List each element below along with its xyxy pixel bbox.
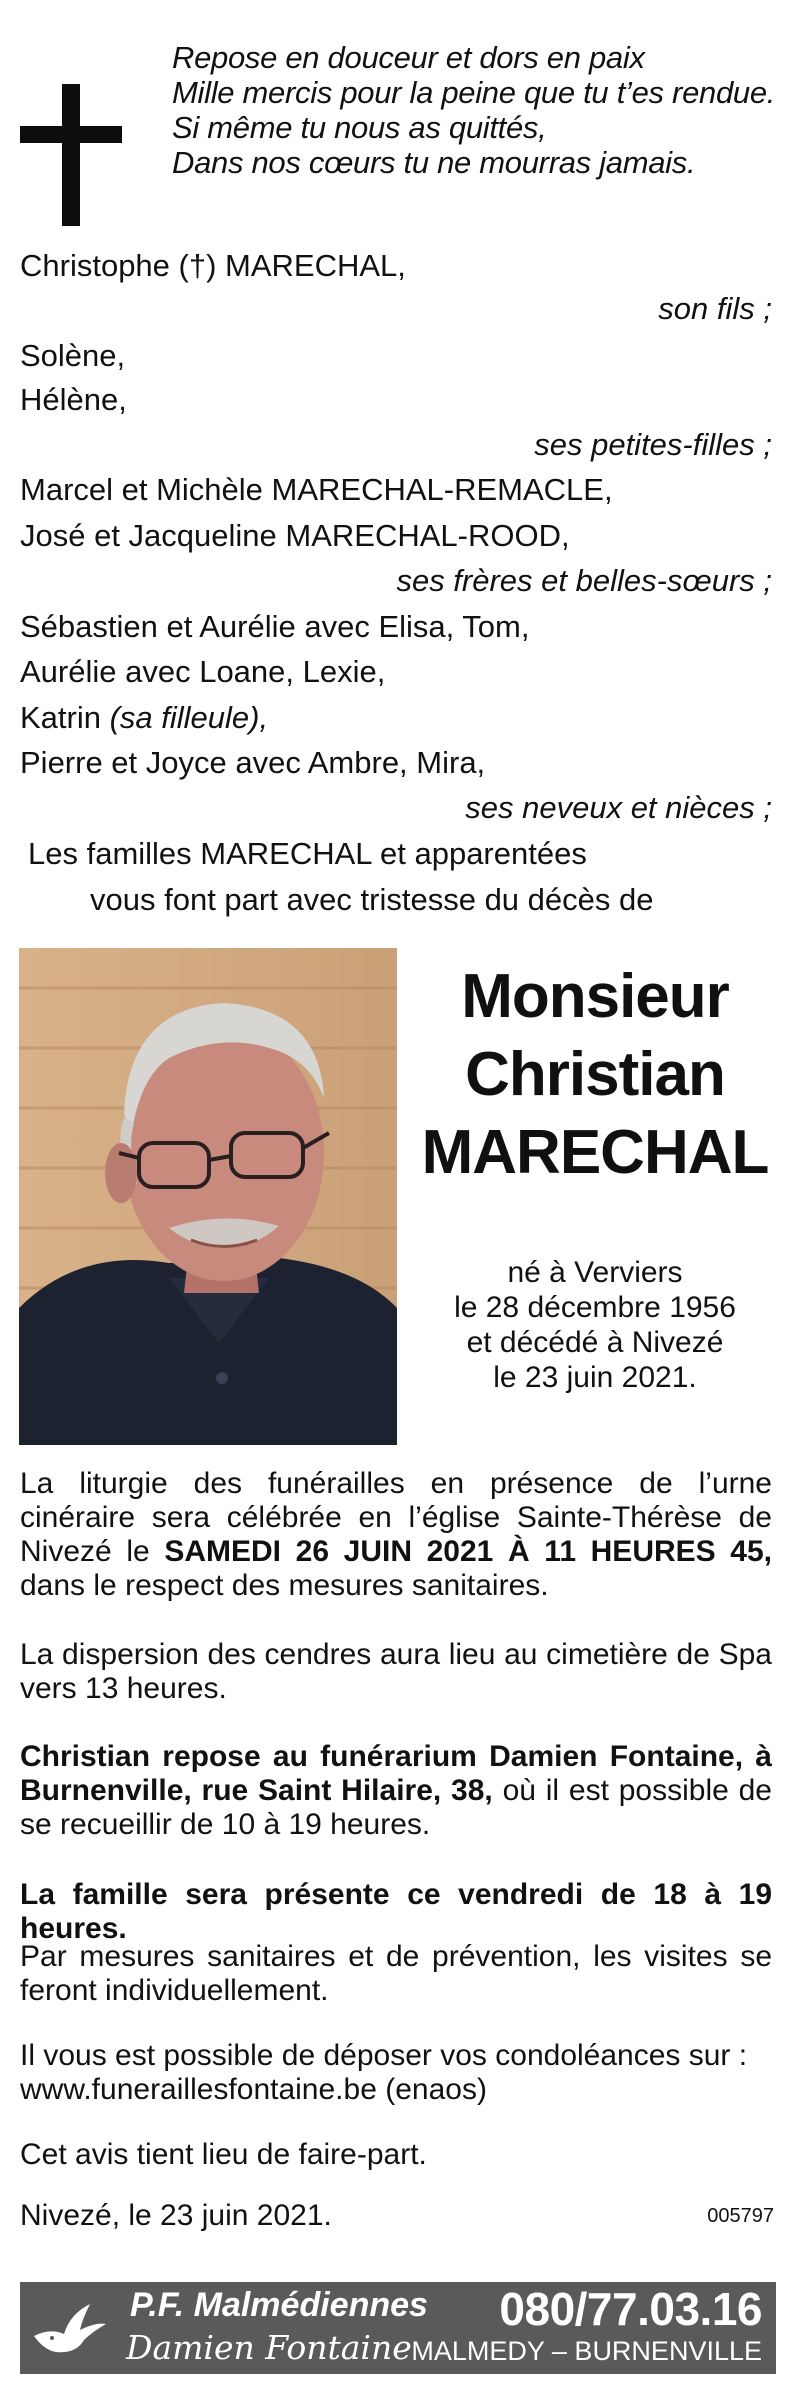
deceased-dates xyxy=(420,1255,770,1395)
liturgy-date: SAMEDI 26 JUIN 2021 À 11 HEURES 45, xyxy=(164,1535,773,1568)
family-sibling: José et Jacqueline MARECHAL-ROOD, xyxy=(20,518,570,553)
family-sibling: Marcel et Michèle MARECHAL-REMACLE, xyxy=(20,472,613,507)
poem-line: Dans nos cœurs tu ne mourras jamais. xyxy=(172,145,696,180)
family-nephew xyxy=(20,700,772,736)
family-role-nephews: ses neveux et nièces ; xyxy=(465,790,772,825)
family-role-son: son fils ; xyxy=(658,291,772,326)
death-date: le 23 juin 2021. xyxy=(493,1361,697,1394)
liturgy-paragraph xyxy=(20,1467,772,1603)
poem-line: Mille mercis pour la peine que tu t’es rendue. xyxy=(172,75,776,110)
notice-paragraph: Cet avis tient lieu de faire-part. xyxy=(20,2138,427,2171)
family-role-siblings: ses frères et belles-sœurs ; xyxy=(396,563,772,598)
funeral-home-banner xyxy=(20,2282,776,2374)
family-nephew: Aurélie avec Loane, Lexie, xyxy=(20,654,386,689)
deceased-first-name: Christian xyxy=(465,1040,725,1109)
family-granddaughter: Solène, xyxy=(20,338,126,373)
family-role-granddaughters: ses petites-filles ; xyxy=(534,427,772,462)
dispersion-paragraph: La dispersion des cendres aura lieu au cimetière de Spa vers 13 heures. xyxy=(20,1638,772,1705)
family-granddaughter: Hélène, xyxy=(20,382,127,417)
poem-line: Repose en douceur et dors en paix xyxy=(172,40,645,75)
family-nephew: Pierre et Joyce avec Ambre, Mira, xyxy=(20,745,486,780)
family-son: Christophe (†) MARECHAL, xyxy=(20,248,406,283)
poem xyxy=(172,40,776,180)
poem-line: Si même tu nous as quittés, xyxy=(172,110,547,145)
funeral-home-name: P.F. Malmédiennes xyxy=(130,2286,428,2324)
measures-paragraph: Par mesures sanitaires et de prévention, les visites se feront individuellement. xyxy=(20,1940,772,2007)
deceased-title: Monsieur xyxy=(461,962,729,1031)
rest-text: où il est possible de se recueillir de 10 à 19 heures. xyxy=(20,1774,772,1841)
family-presence-paragraph: La famille sera présente ce vendredi de 18 à 19 heures. xyxy=(20,1878,772,1945)
rest-location: Christian repose au funérarium Damien Fontaine, à Burnenville, rue Saint Hilaire, 38, xyxy=(20,1740,772,1807)
funeral-home-owner: Damien Fontaine xyxy=(126,2328,412,2367)
birth-place: né à Verviers xyxy=(507,1256,683,1289)
reference-number: 005797 xyxy=(707,2205,774,2227)
funeral-home-phone: 080/77.03.16 xyxy=(499,2283,762,2335)
liturgy-text: dans le respect des mesures sanitaires. xyxy=(20,1569,549,1602)
family-announce: vous font part avec tristesse du décès de xyxy=(90,882,654,917)
funeral-home-cities: MALMEDY – BURNENVILLE xyxy=(411,2336,762,2366)
deceased-photo xyxy=(19,948,397,1445)
place-date: Nivezé, le 23 juin 2021. xyxy=(20,2199,332,2232)
nephew-name: Katrin xyxy=(20,700,101,735)
deceased-last-name: MARECHAL xyxy=(421,1118,769,1187)
family-nephew: Sébastien et Aurélie avec Elisa, Tom, xyxy=(20,609,530,644)
liturgy-text: La liturgie des funérailles en présence de l’urne cinéraire sera célébrée en l’église Sainte-Thérèse de Nivezé le xyxy=(20,1467,772,1568)
death-place: et décédé à Nivezé xyxy=(466,1326,724,1359)
nephew-note: (sa filleule), xyxy=(109,700,269,735)
dove-icon xyxy=(30,2300,108,2360)
family-families: Les familles MARECHAL et apparentées xyxy=(28,836,587,871)
condolences-paragraph: Il vous est possible de déposer vos condoléances sur : www.funeraillesfontaine.be (enaos) xyxy=(20,2039,748,2106)
birth-date: le 28 décembre 1956 xyxy=(454,1291,736,1324)
cross-icon xyxy=(20,84,122,226)
rest-paragraph xyxy=(20,1740,772,1842)
